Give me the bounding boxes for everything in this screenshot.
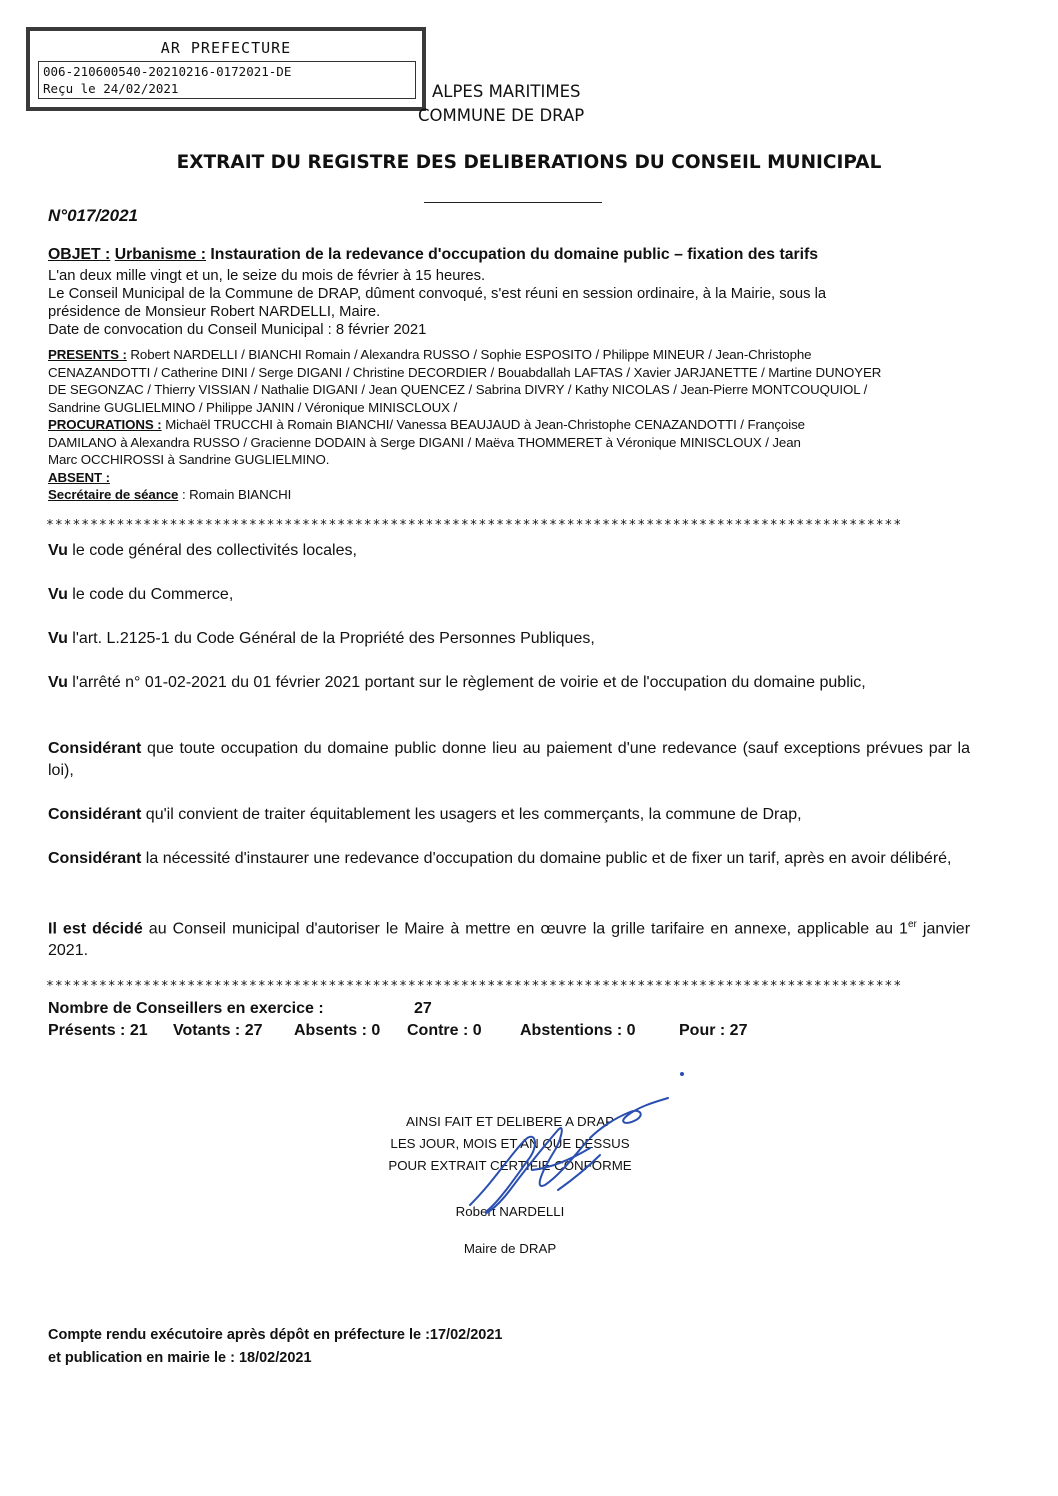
intro-date: L'an deux mille vingt et un, le seize du mois de février à 15 heures. <box>48 268 486 284</box>
consideration-item: Considérant la nécessité d'instaurer une redevance d'occupation du domaine public et de fixer un tarif, après en avoir délibéré, <box>48 850 952 867</box>
procurations-line: Michaël TRUCCHI à Romain BIANCHI/ Vanessa BEAUJAUD à Jean-Christophe CENAZANDOTTI / Françoise <box>165 417 805 432</box>
vote-contre: Contre : 0 <box>407 1022 482 1039</box>
secretaire-value: : Romain BIANCHI <box>181 487 292 502</box>
mayor-role: Maire de DRAP <box>463 1241 557 1256</box>
consideration-item: Vu le code général des collectivités locales, <box>48 542 357 559</box>
vote-absents: Absents : 0 <box>294 1022 381 1039</box>
procurations-line: DAMILANO à Alexandra RUSSO / Gracienne DODAIN à Serge DIGANI / Maëva THOMMERET à Véronique MINISCLOUX / Jean <box>48 434 801 450</box>
stamp-reference: 006-210600540-20210216-0172021-DE <box>43 64 292 79</box>
conseillers-label: Nombre de Conseillers en exercice : <box>48 1000 324 1017</box>
objet-label: OBJET : <box>48 246 111 263</box>
presents-line: DE SEGONZAC / Thierry VISSIAN / Nathalie DIGANI / Jean QUENCEZ / Sabrina DIVRY / Kathy NICOLAS / Jean-Pierre MONTCOUQUIOL / <box>48 382 868 397</box>
vote-pour: Pour : 27 <box>679 1022 748 1039</box>
decision-item: Il est décidé au Conseil municipal d'autoriser le Maire à mettre en œuvre la grille tarifaire en annexe, applicable au 1er janvier 2021. <box>48 919 971 960</box>
intro-presidence: présidence de Monsieur Robert NARDELLI, Maire. <box>48 304 381 320</box>
presents-line: Sandrine GUGLIELMINO / Philippe JANIN / Véronique MINISCLOUX / <box>48 399 458 415</box>
secretaire-label: Secrétaire de séance <box>48 487 179 502</box>
vote-presents: Présents : 21 <box>48 1022 148 1039</box>
commune-name: COMMUNE DE DRAP <box>418 106 585 125</box>
vote-abstentions: Abstentions : 0 <box>520 1022 636 1039</box>
procurations-label: PROCURATIONS : <box>48 417 162 432</box>
objet-category: Urbanisme : <box>114 246 207 263</box>
presents-block <box>48 346 970 504</box>
intro-convocation: Date de convocation du Conseil Municipal : 8 février 2021 <box>48 322 427 338</box>
consideration-item: Considérant qu'il convient de traiter équitablement les usagers et les commerçants, la commune de Drap, <box>48 806 802 823</box>
conseillers-count: 27 <box>414 1000 432 1017</box>
consideration-item: Vu l'arrêté n° 01-02-2021 du 01 février 2021 portant sur le règlement de voirie et de l'occupation du domaine public, <box>48 674 866 691</box>
document-title: EXTRAIT DU REGISTRE DES DELIBERATIONS DU CONSEIL MUNICIPAL <box>176 152 882 173</box>
footer-publication: et publication en mairie le : 18/02/2021 <box>48 1350 312 1366</box>
consideration-item: Considérant que toute occupation du domaine public donne lieu au paiement d'une redevance (sauf exceptions prévues par la loi), <box>48 740 970 779</box>
prefecture-stamp <box>26 27 426 111</box>
deliberation-number: N°017/2021 <box>48 206 138 225</box>
separator-line: ************************************************************************************************* <box>46 518 903 533</box>
presents-line: CENAZANDOTTI / Catherine DINI / Serge DIGANI / Christine DECORDIER / Bouabdallah LAFTAS / Xavier JARJANETTE / Martine DUNOYER <box>48 364 882 380</box>
handwritten-signature <box>440 1060 690 1230</box>
vote-votants: Votants : 27 <box>173 1022 263 1039</box>
stamp-title: AR PREFECTURE <box>160 39 292 57</box>
presents-line: Robert NARDELLI / BIANCHI Romain / Alexandra RUSSO / Sophie ESPOSITO / Philippe MINEUR / Jean-Christophe <box>130 347 812 362</box>
stamp-reference-box <box>38 61 416 99</box>
stamp-received-date: Reçu le 24/02/2021 <box>43 81 179 96</box>
mayor-name: Robert NARDELLI <box>455 1204 565 1219</box>
presents-label: PRESENTS : <box>48 347 127 362</box>
signature-line2: LES JOUR, MOIS ET AN QUE DESSUS <box>390 1136 630 1151</box>
title-divider <box>424 202 602 203</box>
signature-line1: AINSI FAIT ET DELIBERE A DRAP <box>406 1114 614 1129</box>
objet-text: Instauration de la redevance d'occupation du domaine public – fixation des tarifs <box>210 246 819 263</box>
procurations-line: Marc OCCHIROSSI à Sandrine GUGLIELMINO. <box>48 452 330 467</box>
footer-executoire: Compte rendu exécutoire après dépôt en préfecture le :17/02/2021 <box>48 1327 503 1343</box>
intro-block <box>48 267 970 339</box>
signature-line3: POUR EXTRAIT CERTIFIE CONFORME <box>388 1158 632 1173</box>
separator-line: ************************************************************************************************* <box>46 979 903 994</box>
consideration-item: Vu l'art. L.2125-1 du Code Général de la Propriété des Personnes Publiques, <box>48 630 595 647</box>
objet-line <box>48 246 970 264</box>
absent-label: ABSENT : <box>48 469 110 485</box>
intro-session: Le Conseil Municipal de la Commune de DRAP, dûment convoqué, s'est réuni en session ordinaire, à la Mairie, sous la <box>48 286 827 302</box>
department-name: ALPES MARITIMES <box>432 82 581 101</box>
consideration-item: Vu le code du Commerce, <box>48 586 234 603</box>
